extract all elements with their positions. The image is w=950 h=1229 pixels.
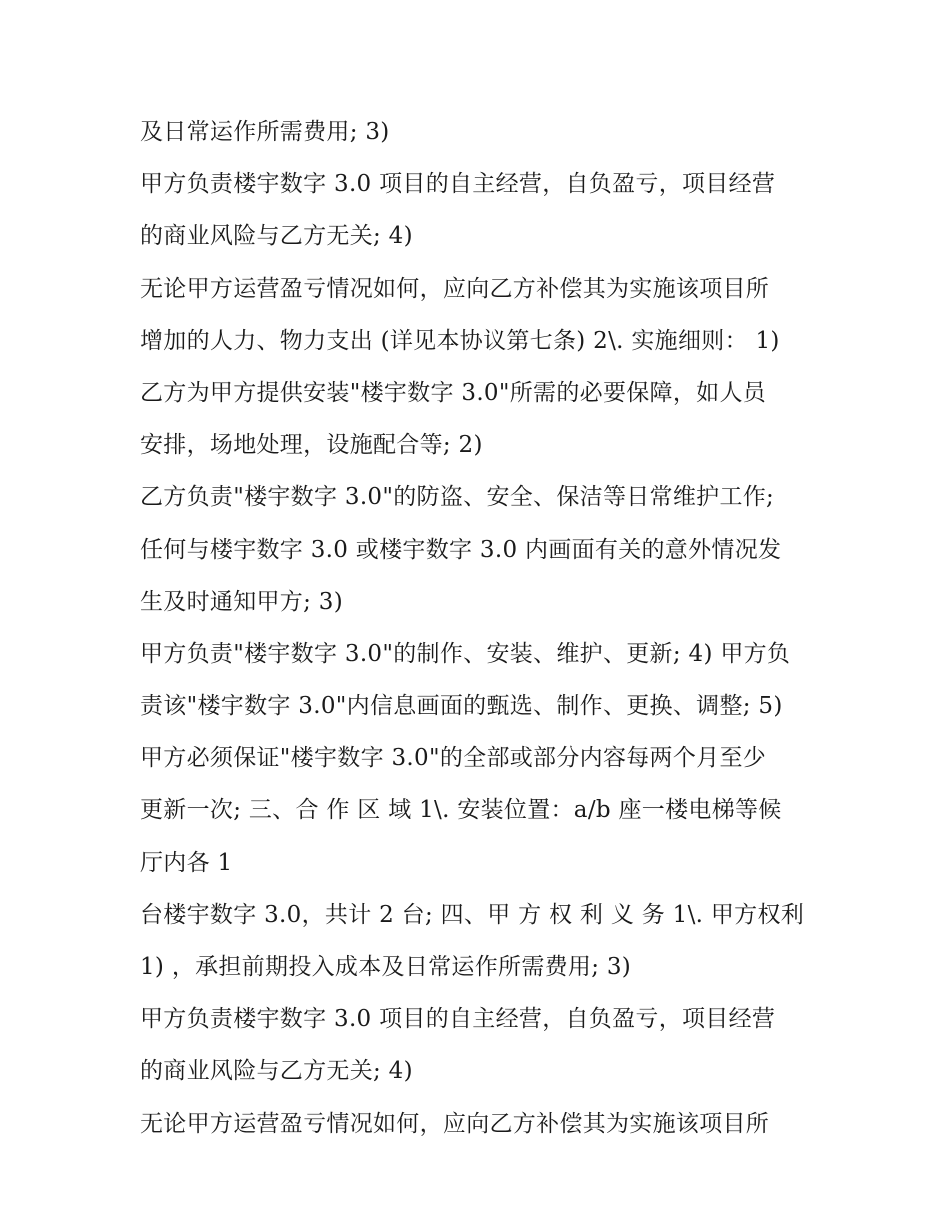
text-line: 台楼宇数字 3.0，共计 2 台; 四、甲 方 权 利 义 务 1\. 甲方权利 bbox=[140, 901, 805, 928]
text-line: 生及时通知甲方; 3) bbox=[140, 588, 343, 615]
document-body bbox=[140, 106, 830, 1150]
text-line: 甲方负责"楼宇数字 3.0"的制作、安装、维护、更新; 4) 甲方负 bbox=[140, 640, 791, 667]
text-line: 安排，场地处理，设施配合等; 2) bbox=[140, 432, 483, 459]
text-line: 更新一次; 三、合 作 区 域 1\. 安装位置：a/b 座一楼电梯等候 bbox=[140, 797, 782, 824]
text-line: 甲方必须保证"楼宇数字 3.0"的全部或部分内容每两个月至少 bbox=[140, 745, 767, 772]
text-line: 厅内各 1 bbox=[140, 849, 233, 876]
text-line: 责该"楼宇数字 3.0"内信息画面的甄选、制作、更换、调整; 5) bbox=[140, 693, 783, 720]
text-line: 1) ，承担前期投入成本及日常运作所需费用; 3) bbox=[140, 954, 632, 980]
text-line: 任何与楼宇数字 3.0 或楼宇数字 3.0 内画面有关的意外情况发 bbox=[140, 536, 782, 563]
text-line: 乙方负责"楼宇数字 3.0"的防盗、安全、保洁等日常维护工作; bbox=[140, 484, 775, 511]
text-line: 及日常运作所需费用; 3) bbox=[140, 119, 390, 145]
text-line: 甲方负责楼宇数字 3.0 项目的自主经营，自负盈亏，项目经营 bbox=[140, 171, 776, 198]
text-line: 无论甲方运营盈亏情况如何，应向乙方补偿其为实施该项目所 bbox=[140, 1110, 770, 1137]
text-line: 甲方负责楼宇数字 3.0 项目的自主经营，自负盈亏，项目经营 bbox=[140, 1006, 776, 1033]
text-line: 无论甲方运营盈亏情况如何，应向乙方补偿其为实施该项目所 bbox=[140, 275, 770, 302]
text-line: 的商业风险与乙方无关; 4) bbox=[140, 1058, 413, 1085]
text-line: 的商业风险与乙方无关; 4) bbox=[140, 223, 413, 250]
text-line: 增加的人力、物力支出 (详见本协议第七条) 2\. 实施细则： 1) bbox=[140, 327, 780, 354]
text-line: 乙方为甲方提供安装"楼宇数字 3.0"所需的必要保障，如人员 bbox=[140, 379, 767, 406]
